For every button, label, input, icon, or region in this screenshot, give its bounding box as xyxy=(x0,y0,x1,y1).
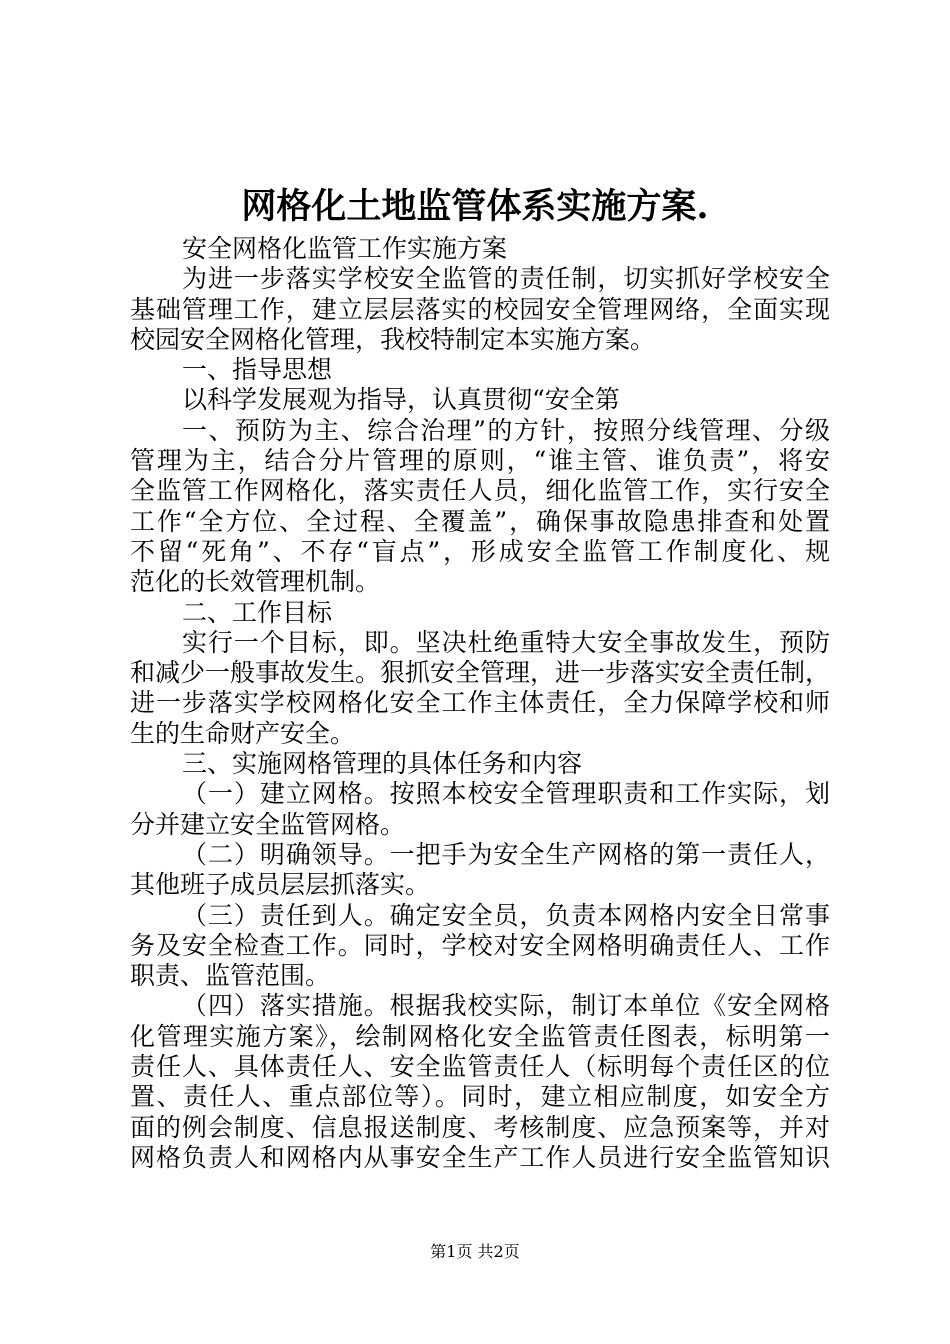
paragraph-line: 网格负责人和网格内从事安全生产工作人员进行安全监管知识 xyxy=(130,1142,830,1172)
subtitle-line: 安全网格化监管工作实施方案 xyxy=(182,234,508,263)
paragraph-line: 校园安全网格化管理，我校特制定本实施方案。 xyxy=(130,324,656,354)
paragraph-line: 生的生命财产安全。 xyxy=(130,718,356,748)
paragraph-line: 分并建立安全监管网格。 xyxy=(130,809,406,839)
paragraph-line: 以科学发展观为指导，认真贯彻“安全第 xyxy=(182,385,620,415)
paragraph-line: （二）明确领导。一把手为安全生产网格的第一责任人， xyxy=(182,839,830,869)
paragraph-line: （一）建立网格。按照本校安全管理职责和工作实际，划 xyxy=(182,779,830,809)
document-body xyxy=(130,234,830,1173)
paragraph-line: 工作“全方位、全过程、全覆盖”，确保事故隐患排查和处置 xyxy=(130,506,830,536)
paragraph-line: 其他班子成员层层抓落实。 xyxy=(130,870,431,900)
paragraph-line: 管理为主，结合分片管理的原则，“谁主管、谁负责”，将安 xyxy=(130,446,830,476)
paragraph-line: 进一步落实学校网格化安全工作主体责任，全力保障学校和师 xyxy=(130,688,830,718)
section-heading: 一、指导思想 xyxy=(182,355,333,385)
page-number-footer: 第1页 共2页 xyxy=(430,1242,520,1261)
paragraph-line: 一、预防为主、综合治理”的方针，按照分线管理、分级 xyxy=(182,415,830,445)
paragraph-line: 全监管工作网格化，落实责任人员，细化监管工作，实行安全 xyxy=(130,476,830,506)
paragraph-line: 为进一步落实学校安全监管的责任制，切实抓好学校安全 xyxy=(182,264,830,294)
paragraph-line: 范化的长效管理机制。 xyxy=(130,567,381,597)
paragraph-line: 务及安全检查工作。同时，学校对安全网格明确责任人、工作 xyxy=(130,930,830,960)
section-heading: 三、实施网格管理的具体任务和内容 xyxy=(182,749,583,779)
paragraph-line: 和减少一般事故发生。狠抓安全管理，进一步落实安全责任制， xyxy=(130,658,831,688)
paragraph-line: 化管理实施方案》，绘制网格化安全监管责任图表，标明第一 xyxy=(130,1021,830,1051)
paragraph-line: （四）落实措施。根据我校实际，制订本单位《安全网格 xyxy=(182,991,830,1021)
paragraph-line: 实行一个目标，即。坚决杜绝重特大安全事故发生，预防 xyxy=(182,627,830,657)
paragraph-line: 基础管理工作，建立层层落实的校园安全管理网络，全面实现 xyxy=(130,294,830,324)
section-heading: 二、工作目标 xyxy=(182,597,333,627)
paragraph-line: 职责、监管范围。 xyxy=(130,961,331,991)
paragraph-line: 面的例会制度、信息报送制度、考核制度、应急预案等，并对 xyxy=(130,1112,830,1142)
paragraph-line: 置、责任人、重点部位等）。同时，建立相应制度，如安全方 xyxy=(130,1082,830,1112)
paragraph-line: 责任人、具体责任人、安全监管责任人（标明每个责任区的位 xyxy=(130,1052,830,1082)
paragraph-line: （三）责任到人。确定安全员，负责本网格内安全日常事 xyxy=(182,900,830,930)
document-title: 网格化土地监管体系实施方案. xyxy=(241,186,709,227)
paragraph-line: 不留“死角”、不存“盲点”，形成安全监管工作制度化、规 xyxy=(130,536,830,566)
